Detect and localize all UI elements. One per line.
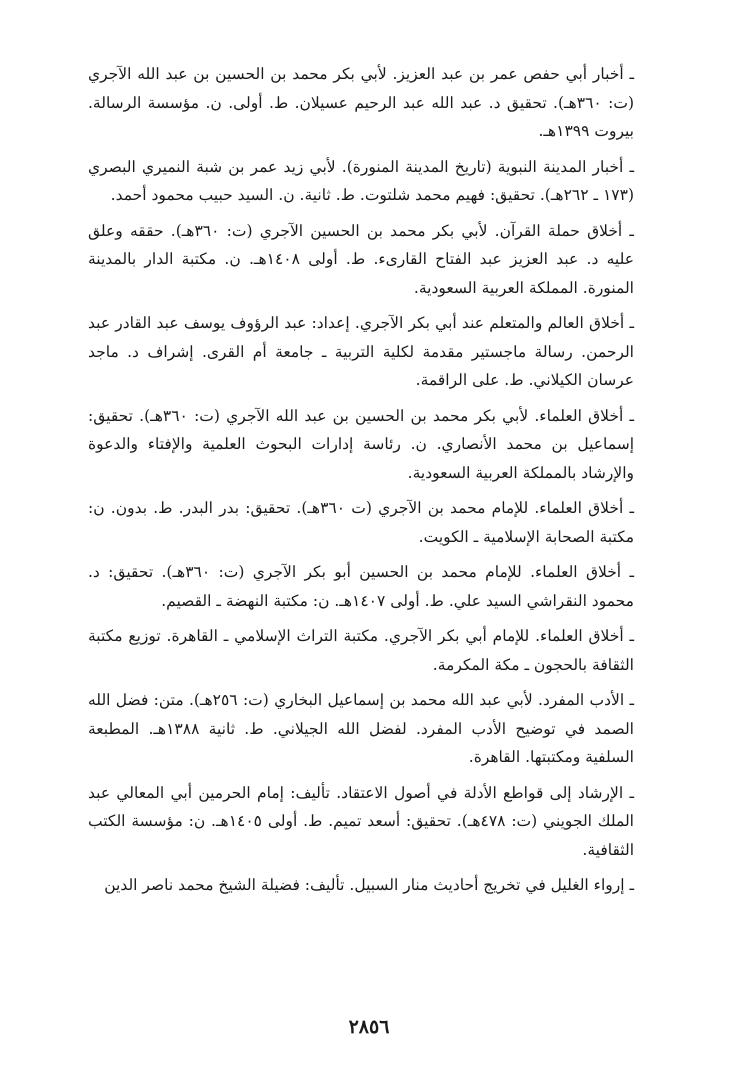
bibliography-entry: ـ الأدب المفرد. لأبي عبد الله محمد بن إسماعيل البخاري (ت: ٢٥٦هـ). متن: فضل الله الصمد في توضيح الأدب المفرد. لفضل الله الجيلاني. ط. ثانية ١٣٨٨هـ. المطبعة السلفية ومكتبتها. القاهرة. — [88, 691, 634, 766]
page-number: ٢٨٥٦ — [348, 1016, 390, 1038]
bibliography-entry: ـ أخلاق حملة القرآن. لأبي بكر محمد بن الحسين الآجري (ت: ٣٦٠هـ). حققه وعلق عليه د. عبد العزيز عبد الفتاح القارىء. ط. أولى ١٤٠٨هـ. ن. مكتبة الدار بالمدينة المنورة. المملكة العربية السعودية. — [88, 221, 634, 297]
bibliography-list — [88, 60, 634, 907]
bibliography-entry: ـ أخبار المدينة النبوية (تاريخ المدينة المنورة). لأبي زيد عمر بن شبة النميري البصري (١٧٣ ـ ٢٦٢هـ). تحقيق: فهيم محمد شلتوت. ط. ثانية. ن. السيد حبيب محمود أحمد. — [88, 157, 634, 204]
bibliography-entry: ـ أخلاق العلماء. لأبي بكر محمد بن الحسين بن عبد الله الآجري (ت: ٣٦٠هـ). تحقيق: إسماعيل بن محمد الأنصاري. ن. رئاسة إدارات البحوث العلمية والإفتاء والدعوة والإرشاد بالمملكة العربية السعودية. — [88, 406, 634, 482]
bibliography-entry: ـ أخلاق العالم والمتعلم عند أبي بكر الآجري. إعداد: عبد الرؤوف يوسف عبد القادر عبد الرحمن. رسالة ماجستير مقدمة لكلية التربية ـ جامعة أم القرى. إشراف د. ماجد عرسان الكيلاني. ط. على الراقمة. — [88, 314, 634, 389]
bibliography-entry: ـ أخبار أبي حفص عمر بن عبد العزيز. لأبي بكر محمد بن الحسين بن عبد الله الآجري (ت: ٣٦٠هـ). تحقيق د. عبد الله عبد الرحيم عسيلان. ط. أولى. ن. مؤسسة الرسالة. بيروت ١٣٩٩هـ. — [88, 65, 634, 140]
bibliography-entry: ـ أخلاق العلماء. للإمام محمد بن الحسين أبو بكر الآجري (ت: ٣٦٠هـ). تحقيق: د. محمود النقراشي السيد علي. ط. أولى ١٤٠٧هـ. ن: مكتبة النهضة ـ القصيم. — [88, 563, 635, 610]
bibliography-entry: ـ أخلاق العلماء. للإمام أبي بكر الآجري. مكتبة التراث الإسلامي ـ القاهرة. توزيع مكتبة الثقافة بالحجون ـ مكة المكرمة. — [88, 627, 634, 674]
bibliography-entry: ـ الإرشاد إلى قواطع الأدلة في أصول الاعتقاد. تأليف: إمام الحرمين أبي المعالي عبد الملك الجويني (ت: ٤٧٨هـ). تحقيق: أسعد تميم. ط. أولى ١٤٠٥هـ. ن: مؤسسة الكتب الثقافية. — [88, 783, 634, 859]
bibliography-entry: ـ إرواء الغليل في تخريج أحاديث منار السبيل. تأليف: فضيلة الشيخ محمد ناصر الدين — [104, 876, 634, 894]
bibliography-entry: ـ أخلاق العلماء. للإمام محمد بن الآجري (ت ٣٦٠هـ). تحقيق: بدر البدر. ط. بدون. ن: مكتبة الصحابة الإسلامية ـ الكويت. — [88, 499, 634, 546]
